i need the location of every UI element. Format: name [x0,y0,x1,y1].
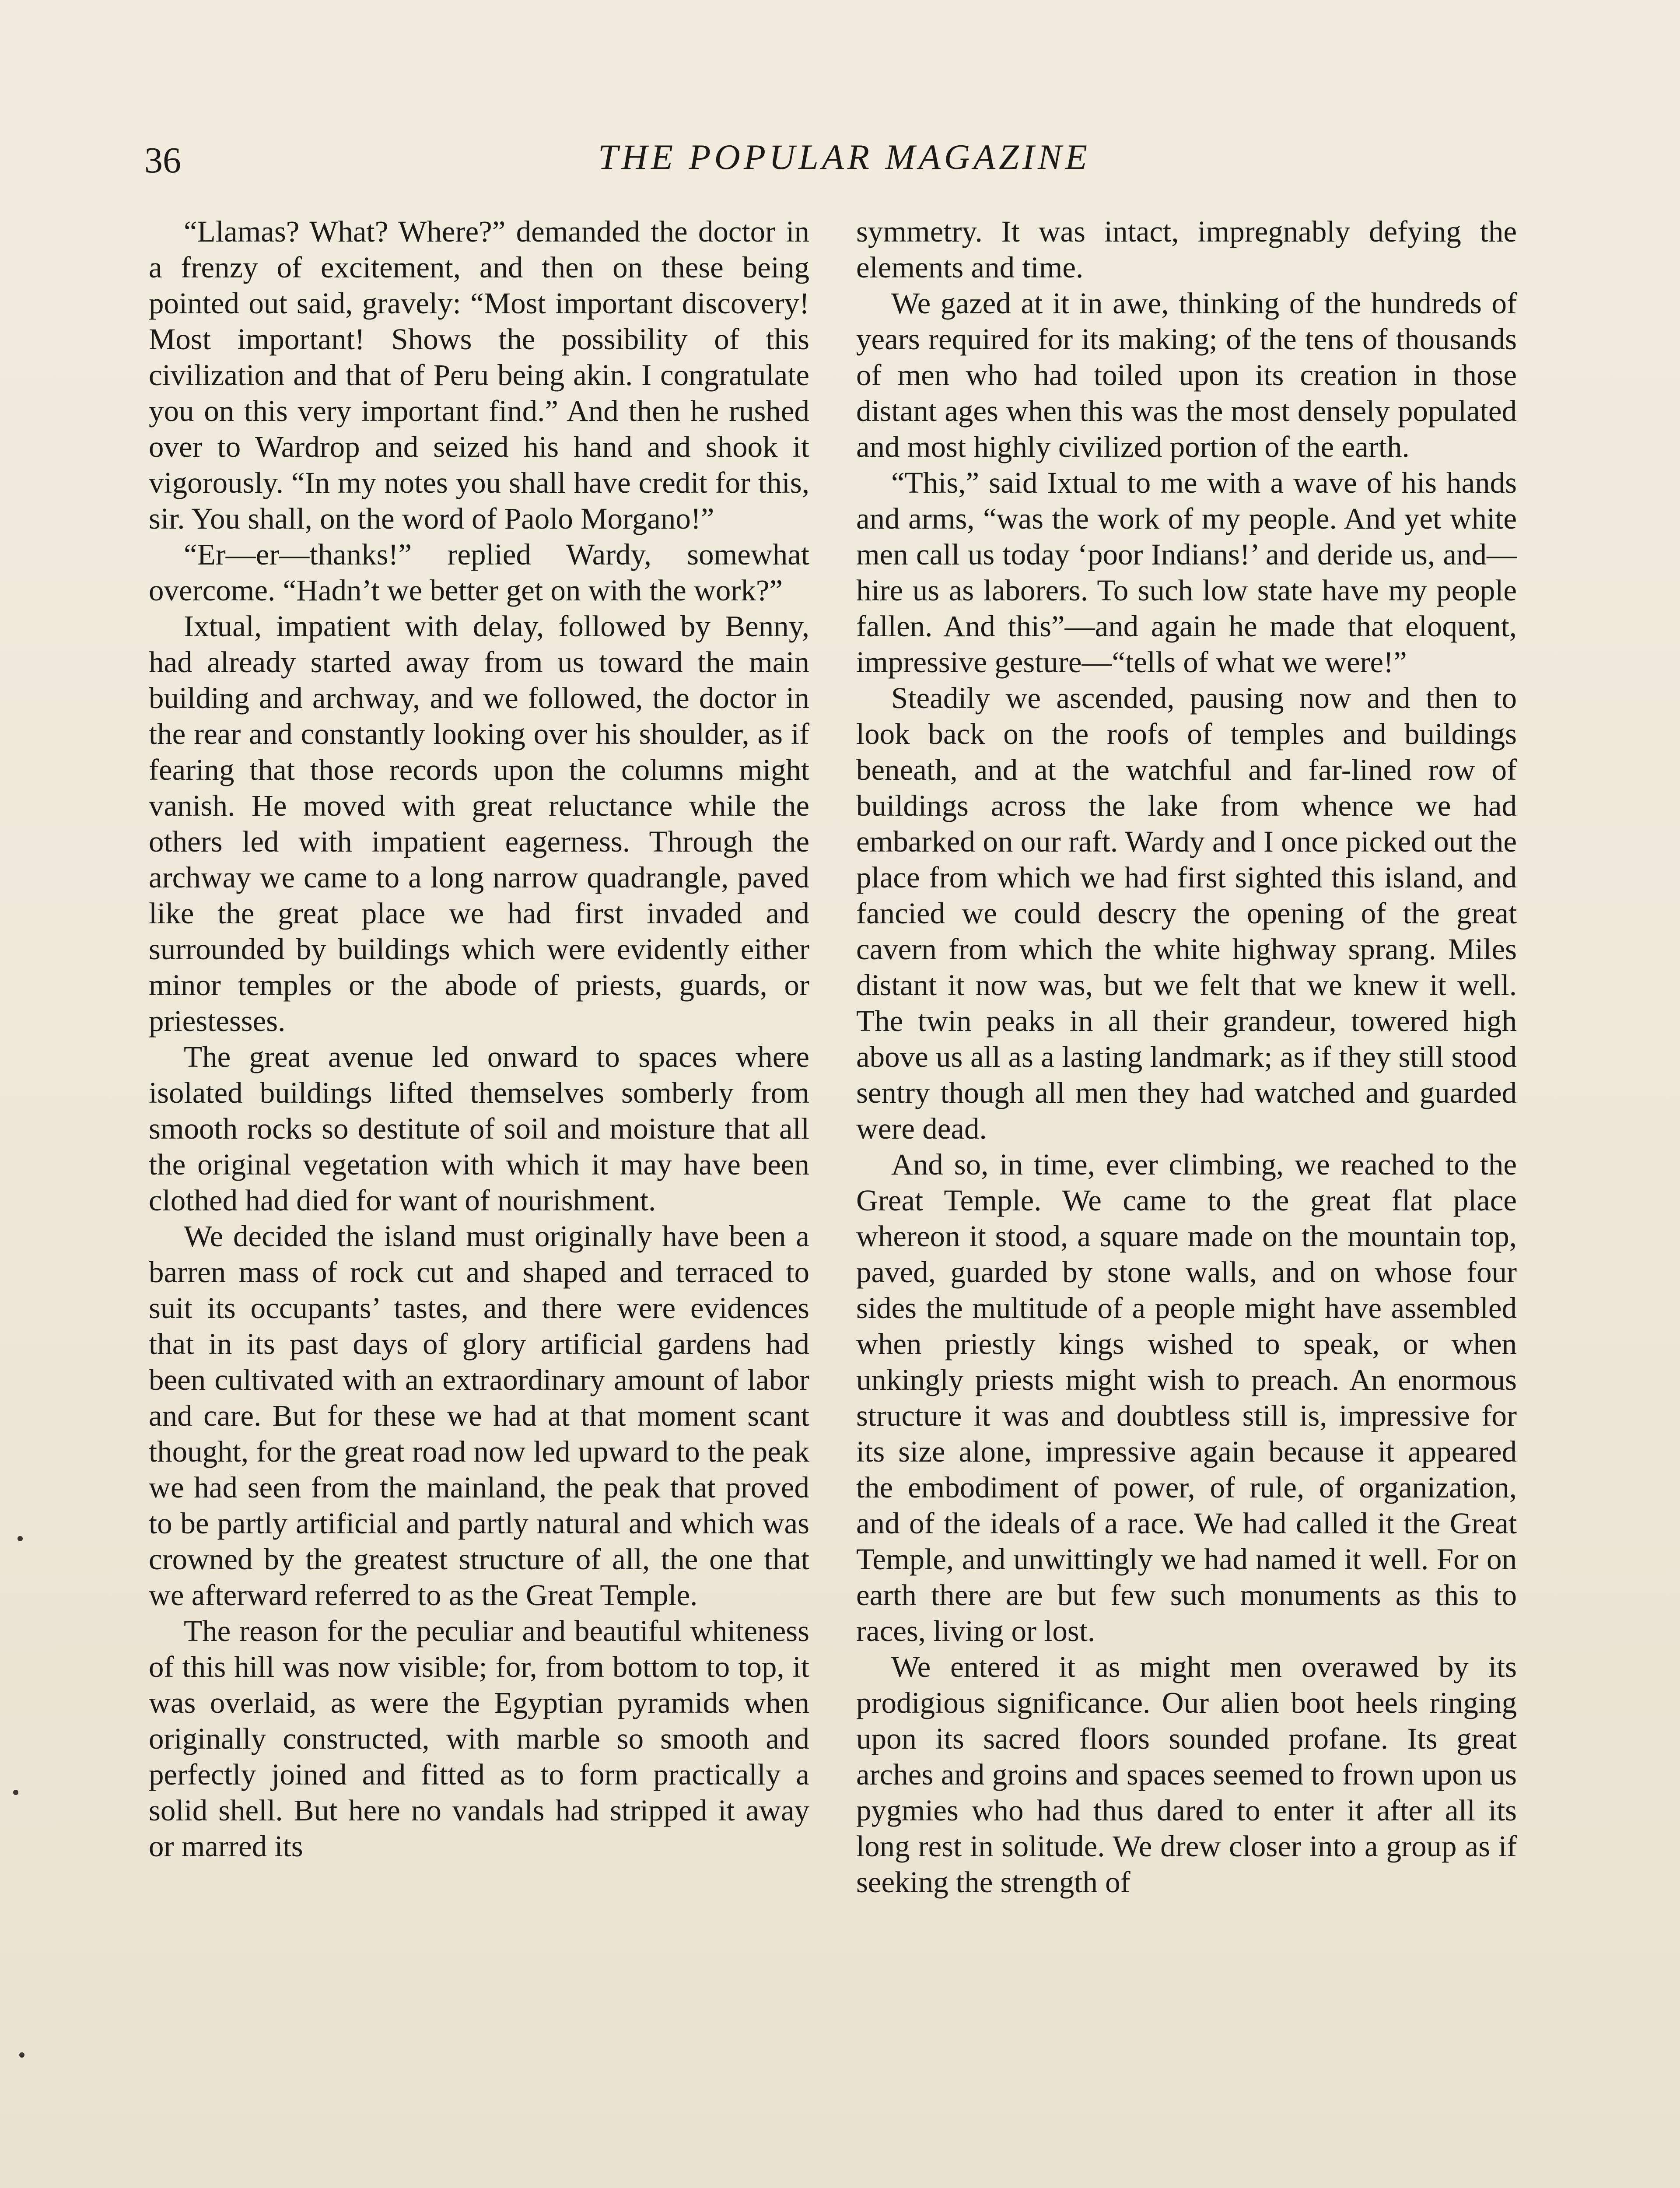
paragraph: Steadily we ascended, pausing now and then to look back on the roofs of temples and buildings beneath, and at the watchful and far-lined row of buildings across the lake from whence we had embarked on our raft. Wardy and I once picked out the place from which we had first sighted this island, and fancied we could descry the opening of the great cavern from which the white highway sprang. Miles distant it now was, but we felt that we knew it well. The twin peaks in all their grandeur, towered high above us all as a lasting landmark; as if they still stood sentry though all men they had watched and guarded were dead. [856,681,1517,1145]
paragraph: We entered it as might men overawed by its prodigious significance. Our alien boot heels ringing upon its sacred floors sounded profane. Its great arches and groins and spaces seemed to frown upon us pygmies who had thus dared to enter it after all its long rest in solitude. We drew closer into a group as if seeking the strength of [856,1650,1517,1899]
running-title: THE POPULAR MAGAZINE [598,137,1091,177]
paragraph: Ixtual, impatient with delay, followed by Benny, had already started away from us toward the main building and archway, and we followed, the doctor in the rear and constantly looking over his shoulder, as if fearing that those records upon the columns might vanish. He moved with great reluctance while the others led with impatient eagerness. Through the archway we came to a long narrow quadrangle, paved like the great place we had first invaded and surrounded by buildings which were evidently either minor temples or the abode of priests, guards, or priestesses. [149,610,809,1038]
margin-dot [19,2052,24,2058]
paragraph: “This,” said Ixtual to me with a wave of his hands and arms, “was the work of my people. And yet white men call us today ‘poor Indians!’ and deride us, and—hire us as laborers. To such low state have my people fallen. And this”—and again he made that eloquent, impressive gesture—“tells of what we were!” [856,466,1517,679]
paragraph: We decided the island must originally have been a barren mass of rock cut and shaped and terraced to suit its occupants’ tastes, and there were evidences that in its past days of glory artificial gardens had been cultivated with an extraordinary amount of labor and care. But for these we had at that moment scant thought, for the great road now led upward to the peak we had seen from the mainland, the peak that proved to be partly artificial and partly natural and which was crowned by the greatest structure of all, the one that we afterward referred to as the Great Temple. [149,1220,809,1612]
paragraph-continued: symmetry. It was intact, impregnably defying the elements and time. [856,215,1517,284]
paragraph: We gazed at it in awe, thinking of the hundreds of years required for its making; of the tens of thousands of men who had toiled upon its creation in those distant ages when this was the most densely populated and most highly civilized portion of the earth. [856,287,1517,463]
left-column [149,214,809,1864]
paragraph: “Er—er—thanks!” replied Wardy, somewhat overcome. “Hadn’t we better get on with the work?” [149,538,809,607]
paragraph: The reason for the peculiar and beautiful whiteness of this hill was now visible; for, from bottom to top, it was overlaid, as were the Egyptian pyramids when originally constructed, with marble so smooth and perfectly joined and fitted as to form practically a solid shell. But here no vandals had stripped it away or marred its [149,1614,809,1863]
margin-dot [18,1536,23,1541]
paragraph: The great avenue led onward to spaces where isolated buildings lifted themselves somberly from smooth rocks so destitute of soil and moisture that all the original vegetation with which it may have been clothed had died for want of nourishment. [149,1040,809,1217]
paragraph: “Llamas? What? Where?” demanded the doctor in a frenzy of excitement, and then on these being pointed out said, gravely: “Most important discovery! Most important! Shows the possibility of this civilization and that of Peru being akin. I congratulate you on this very important find.” And then he rushed over to Wardrop and seized his hand and shook it vigorously. “In my notes you shall have credit for this, sir. You shall, on the word of Paolo Morgano!” [149,215,809,535]
page-number: 36 [144,140,181,181]
paragraph: And so, in time, ever climbing, we reached to the Great Temple. We came to the great flat place whereon it stood, a square made on the mountain top, paved, guarded by stone walls, and on whose four sides the multitude of a people might have assembled when priestly kings wished to speak, or when unkingly priests might wish to preach. An enormous structure it was and doubtless still is, impressive for its size alone, impressive again because it appeared the embodiment of power, of rule, of organization, and of the ideals of a race. We had called it the Great Temple, and unwittingly we had named it well. For on earth there are but few such monuments as this to races, living or lost. [856,1148,1517,1648]
margin-dot [13,1790,18,1795]
right-column [856,214,1517,1900]
